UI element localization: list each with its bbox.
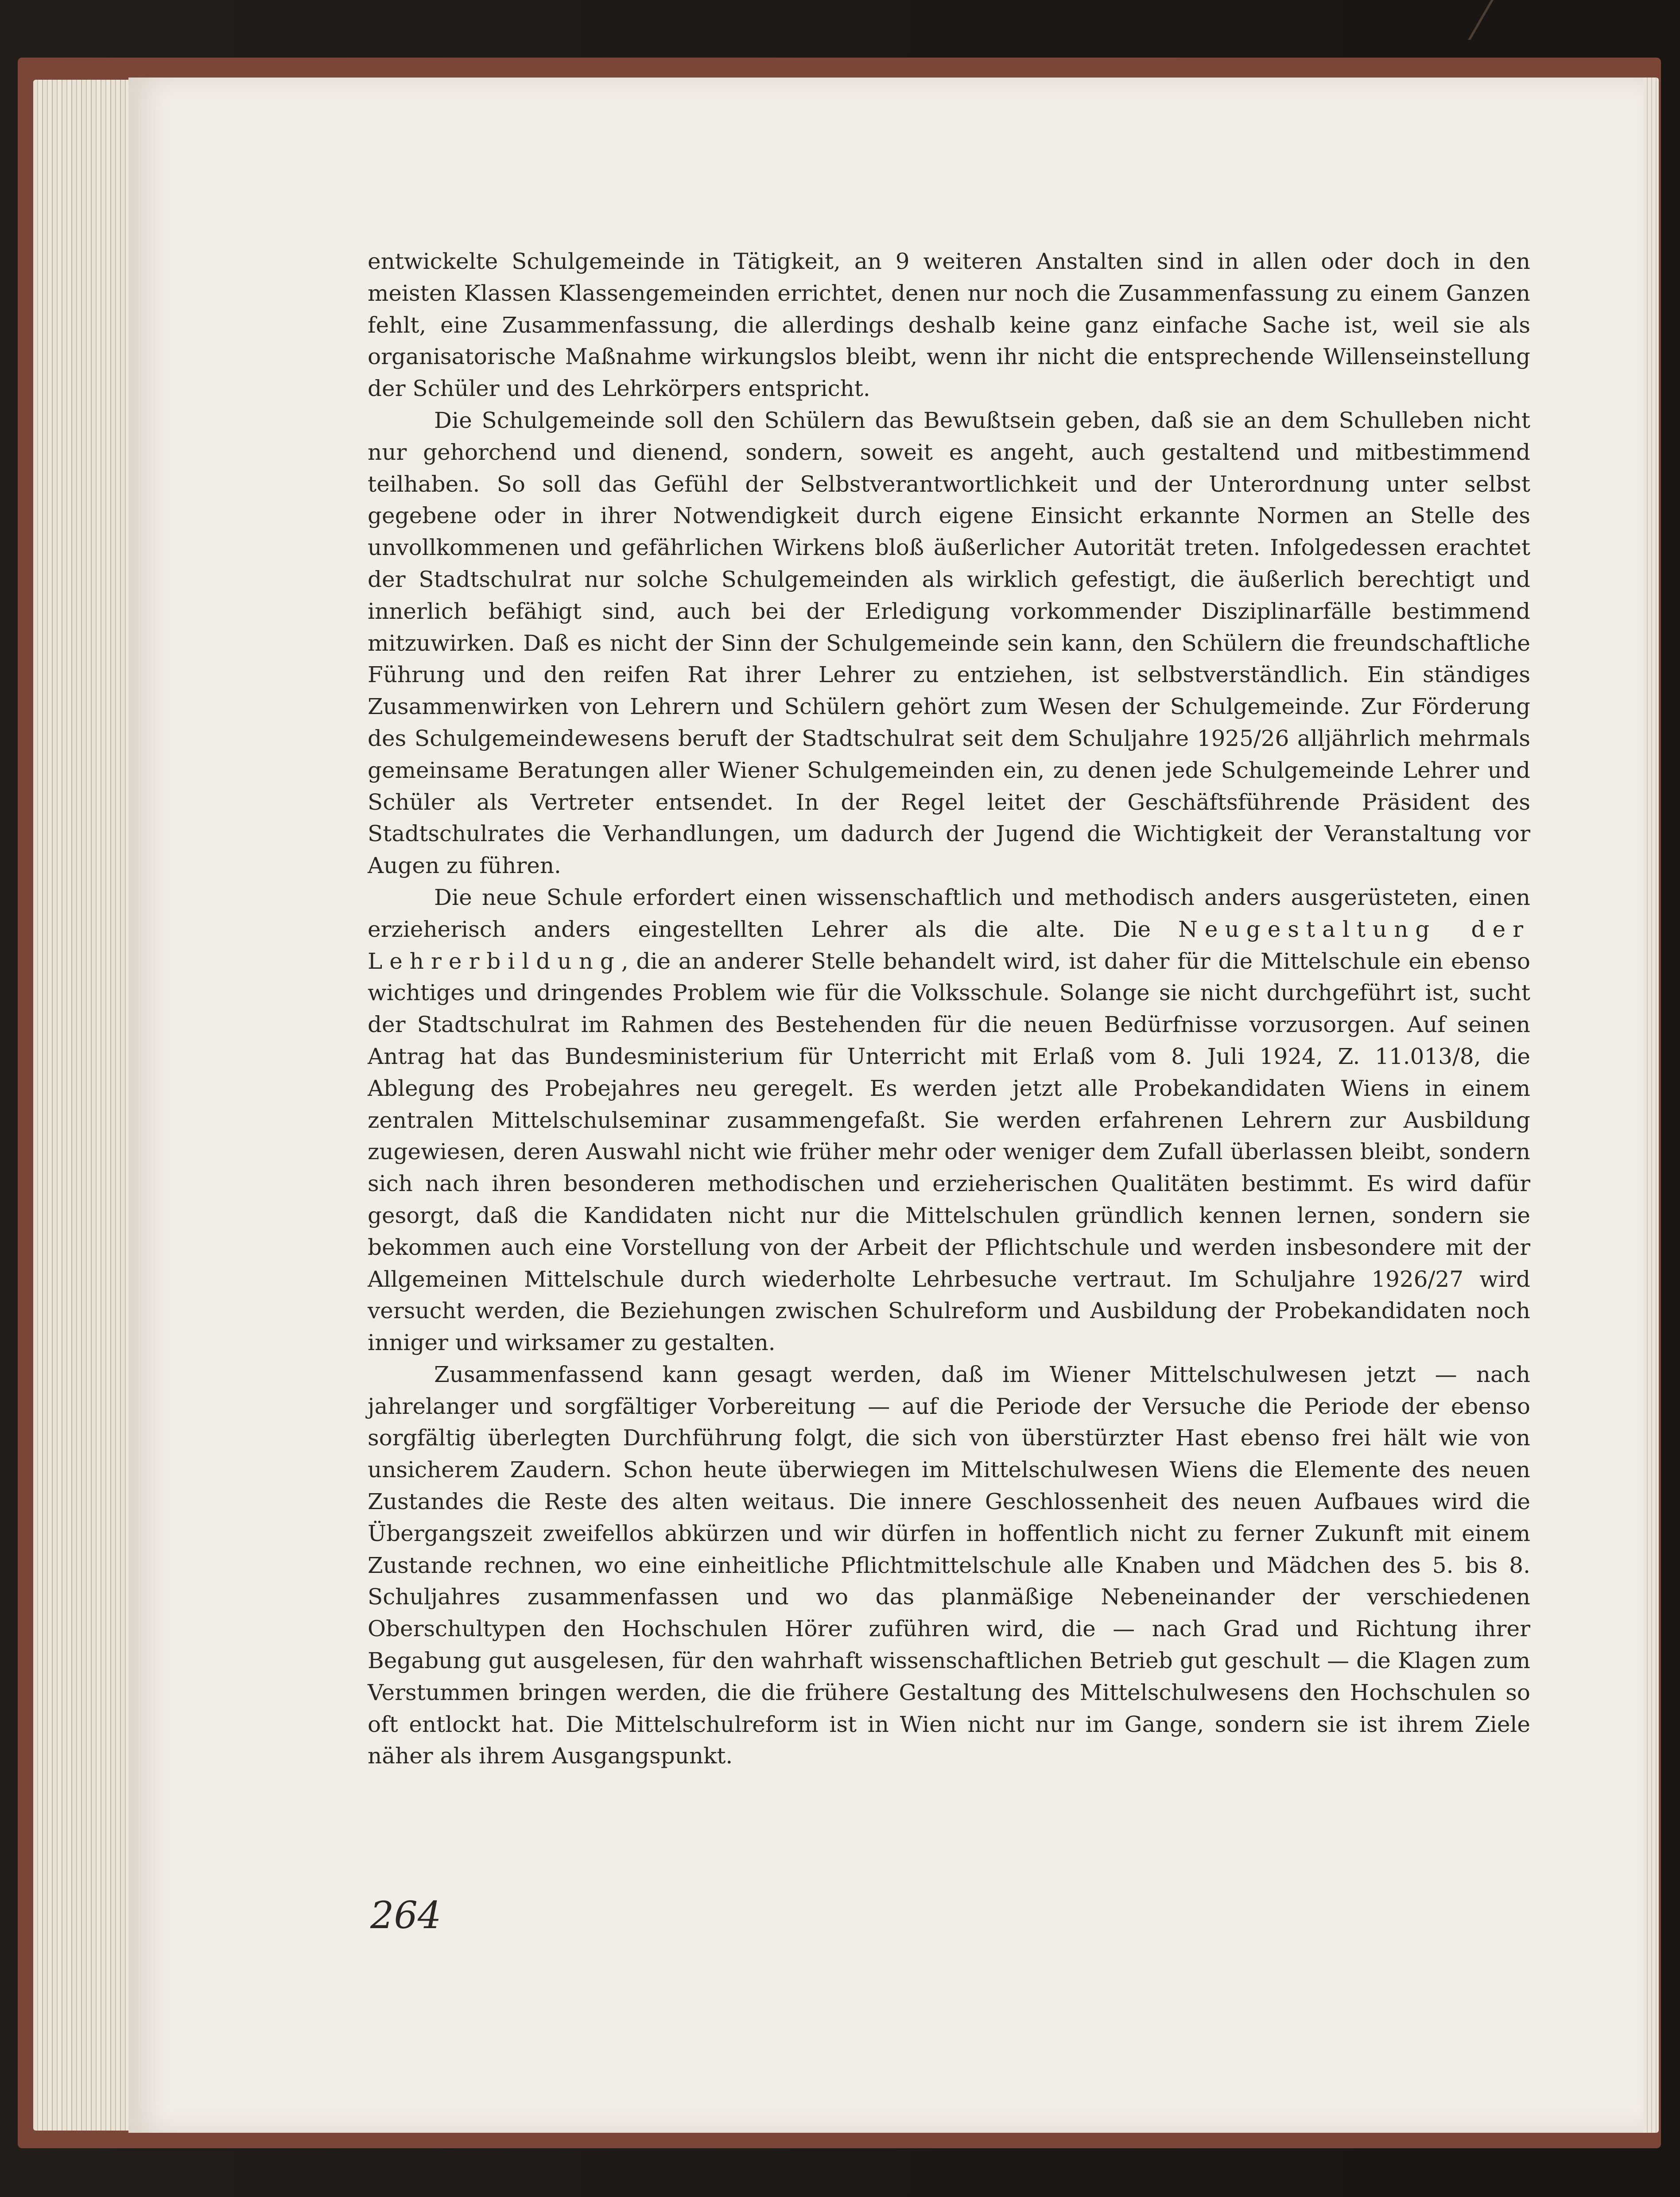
paragraph-2: Die Schulgemeinde soll den Schülern das Bewußtsein geben, daß sie an dem Schulleben nicht nur gehorchend und dienend, sondern, soweit es angeht, auch gestaltend und mitbestimmend teilhaben. So soll das Gefühl der Selbstverantwortlichkeit und der Unterordnung unter selbst gegebene oder in ihrer Notwendigkeit durch eigene Einsicht erkannte Normen an Stelle des unvollkommenen und gefährlichen Wirkens bloß äußerlicher Autorität treten. Infolgedessen erachtet der Stadtschulrat nur solche Schulgemeinden als wirklich gefestigt, die äußerlich berechtigt und innerlich befähigt sind, auch bei der Erledigung vorkommender Disziplinarfälle bestimmend mitzuwirken. Daß es nicht der Sinn der Schulgemeinde sein kann, den Schülern die freundschaftliche Führung und den reifen Rat ihrer Lehrer zu entziehen, ist selbstverständlich. Ein ständiges Zusammenwirken von Lehrern und Schülern gehört zum Wesen der Schulgemeinde. Zur Förderung des Schulgemeindewesens beruft der Stadtschulrat seit dem Schuljahre 1925/26 alljährlich mehrmals gemeinsame Beratungen aller Wiener Schulgemeinden ein, zu denen jede Schulgemeinde Lehrer und Schüler als Vertreter entsendet. In der Regel leitet der Geschäftsführende Präsident des Stadtschulrates die Verhandlungen, um dadurch der Jugend die Wichtigkeit der Veranstaltung vor Augen zu führen. bbox=[368, 407, 1530, 879]
paragraph-3 bbox=[368, 882, 1530, 1359]
paragraph-4: Zusammenfassend kann gesagt werden, daß im Wiener Mittelschulwesen jetzt — nach jahrelanger und sorgfältiger Vorbereitung — auf die Periode der Versuche die Periode der ebenso sorgfältig überlegten Durchführung folgt, die sich von überstürzter Hast ebenso frei hält wie von unsicherem Zaudern. Schon heute überwiegen im Mittelschulwesen Wiens die Elemente des neuen Zustandes die Reste des alten weitaus. Die innere Geschlossenheit des neuen Aufbaues wird die Übergangszeit zweifellos abkürzen und wir dürfen in hoffentlich nicht zu ferner Zukunft mit einem Zustande rechnen, wo eine einheitliche Pflichtmittelschule alle Knaben und Mädchen des 5. bis 8. Schuljahres zusammenfassen und wo das planmäßige Nebeneinander der verschiedenen Oberschultypen den Hochschulen Hörer zuführen wird, die — nach Grad und Richtung ihrer Begabung gut ausgelesen, für den wahrhaft wissenschaftlichen Betrieb gut geschult — die Klagen zum Verstummen bringen werden, die die frühere Gestaltung des Mittelschulwesens den Hochschulen so oft entlockt hat. Die Mittelschulreform ist in Wien nicht nur im Gange, sondern sie ist ihrem Ziele näher als ihrem Ausgangspunkt. bbox=[368, 1361, 1530, 1769]
paragraph-1: entwickelte Schulgemeinde in Tätigkeit, an 9 weiteren Anstalten sind in allen oder doch in den meisten Klassen Klassengemeinden errichtet, denen nur noch die Zusammenfassung zu einem Ganzen fehlt, eine Zusammenfassung, die allerdings deshalb keine ganz einfache Sache ist, weil sie als organisatorische Maßnahme wirkungslos bleibt, wenn ihr nicht die entsprechende Willenseinstellung der Schüler und des Lehrkörpers entspricht. bbox=[368, 248, 1530, 402]
paragraph-3-text-before: Die neue Schule erfordert einen wissenschaftlich und methodisch anders ausgerüsteten, einen erzieherisch anders eingestellten Lehrer als die alte. Die bbox=[368, 884, 1530, 942]
spaced-emphasis: Neugestaltung der Lehrerbildung bbox=[368, 916, 1530, 974]
page-block-edges-left bbox=[33, 80, 140, 2131]
page-number: 264 bbox=[370, 1894, 442, 1937]
paragraph-3-text-after: , die an anderer Stelle behandelt wird, ist daher für die Mittelschule ein ebenso wichtiges und dringendes Problem wie für die Volksschule. Solange sie nicht durchgeführt ist, sucht der Stadtschulrat im Rahmen des Bestehenden für die neuen Bedürfnisse vorzusorgen. Auf seinen Antrag hat das Bundesministerium für Unterricht mit Erlaß vom 8. Juli 1924, Z. 11.013/8, die Ablegung des Probejahres neu geregelt. Es werden jetzt alle Probekandidaten Wiens in einem zentralen Mittelschulseminar zusammengefaßt. Sie werden erfahrenen Lehrern zur Ausbildung zugewiesen, deren Auswahl nicht wie früher mehr oder weniger dem Zufall überlassen bleibt, sondern sich nach ihren besonderen methodischen und erzieherischen Qualitäten bestimmt. Es wird dafür gesorgt, daß die Kandidaten nicht nur die Mittelschulen gründlich kennen lernen, sondern sie bekommen auch eine Vorstellung von der Arbeit der Pflichtschule und werden insbesondere mit der Allgemeinen Mittelschule durch wiederholte Lehrbesuche vertraut. Im Schuljahre 1926/27 wird versucht werden, die Beziehungen zwischen Schulreform und Ausbildung der Probekandidaten noch inniger und wirksamer zu gestalten. bbox=[368, 948, 1530, 1356]
body-text bbox=[368, 246, 1530, 1772]
